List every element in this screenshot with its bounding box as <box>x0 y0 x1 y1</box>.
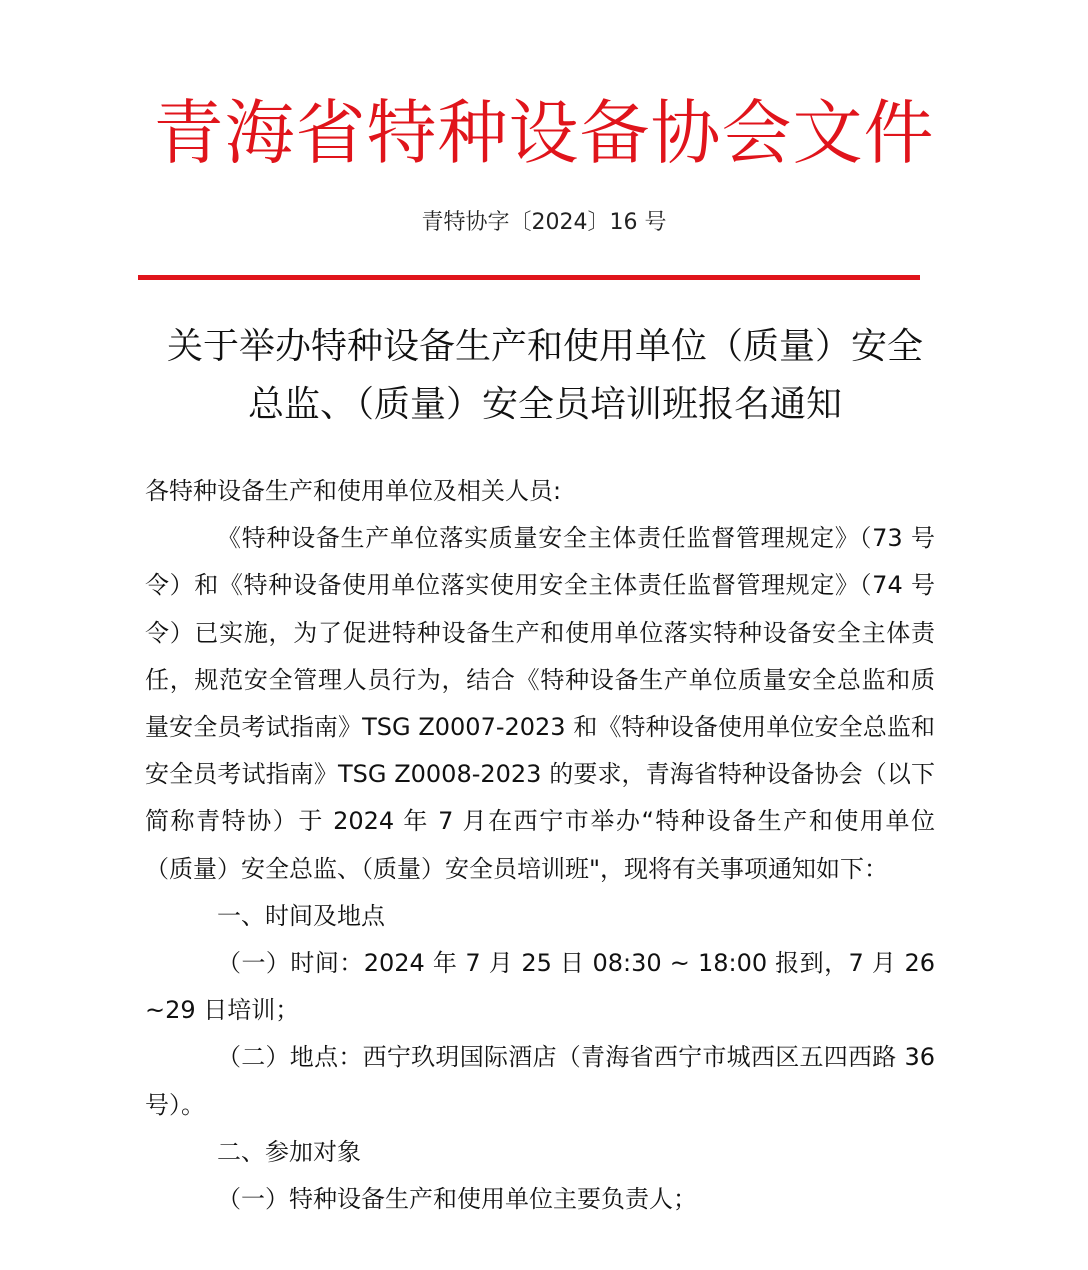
red-divider-line <box>138 275 920 280</box>
document-number: 青特协字〔2024〕16 号 <box>421 210 667 235</box>
section-item-location: （二）地点：西宁玖玥国际酒店（青海省西宁市城西区五四西路 36 号）。 <box>145 1043 935 1119</box>
notice-title <box>140 318 950 434</box>
salutation: 各特种设备生产和使用单位及相关人员: <box>145 477 562 505</box>
intro-paragraph: 《特种设备生产单位落实质量安全主体责任监督管理规定》（73 号令）和《特种设备使用单位落实使用安全主体责任监督管理规定》（74 号令）已实施，为了促进特种设备生产和使用单位落实特种设备安全主体责任，规范安全管理人员行为，结合《特种设备生产单位质量安全总监和质量安全员考试指南》TSG Z0007-2023 和《特种设备使用单位安全总监和安全员考试指南》TSG Z0008-2023 的要求，青海省特种设备协会（以下简称青特协）于 2024 年 7 月在西宁市举办“特种设备生产和使用单位（质量）安全总监、（质量）安全员培训班"，现将有关事项通知如下： <box>145 524 935 883</box>
section-heading-time-location: 一、时间及地点 <box>217 901 385 930</box>
section-item-time: （一）时间：2024 年 7 月 25 日 08:30 ~ 18:00 报到，7 月 26 ~29 日培训； <box>145 949 935 1025</box>
issuer-header-title: 青海省特种设备协会文件 <box>153 92 935 174</box>
notice-title-line-2: 总监、（质量）安全员培训班报名通知 <box>247 384 842 425</box>
section-heading-participants: 二、参加对象 <box>217 1137 361 1166</box>
notice-body <box>145 468 935 1223</box>
section-item-participants-1: （一）特种设备生产和使用单位主要负责人； <box>217 1185 697 1214</box>
notice-title-line-1: 关于举办特种设备生产和使用单位（质量）安全 <box>166 326 923 367</box>
